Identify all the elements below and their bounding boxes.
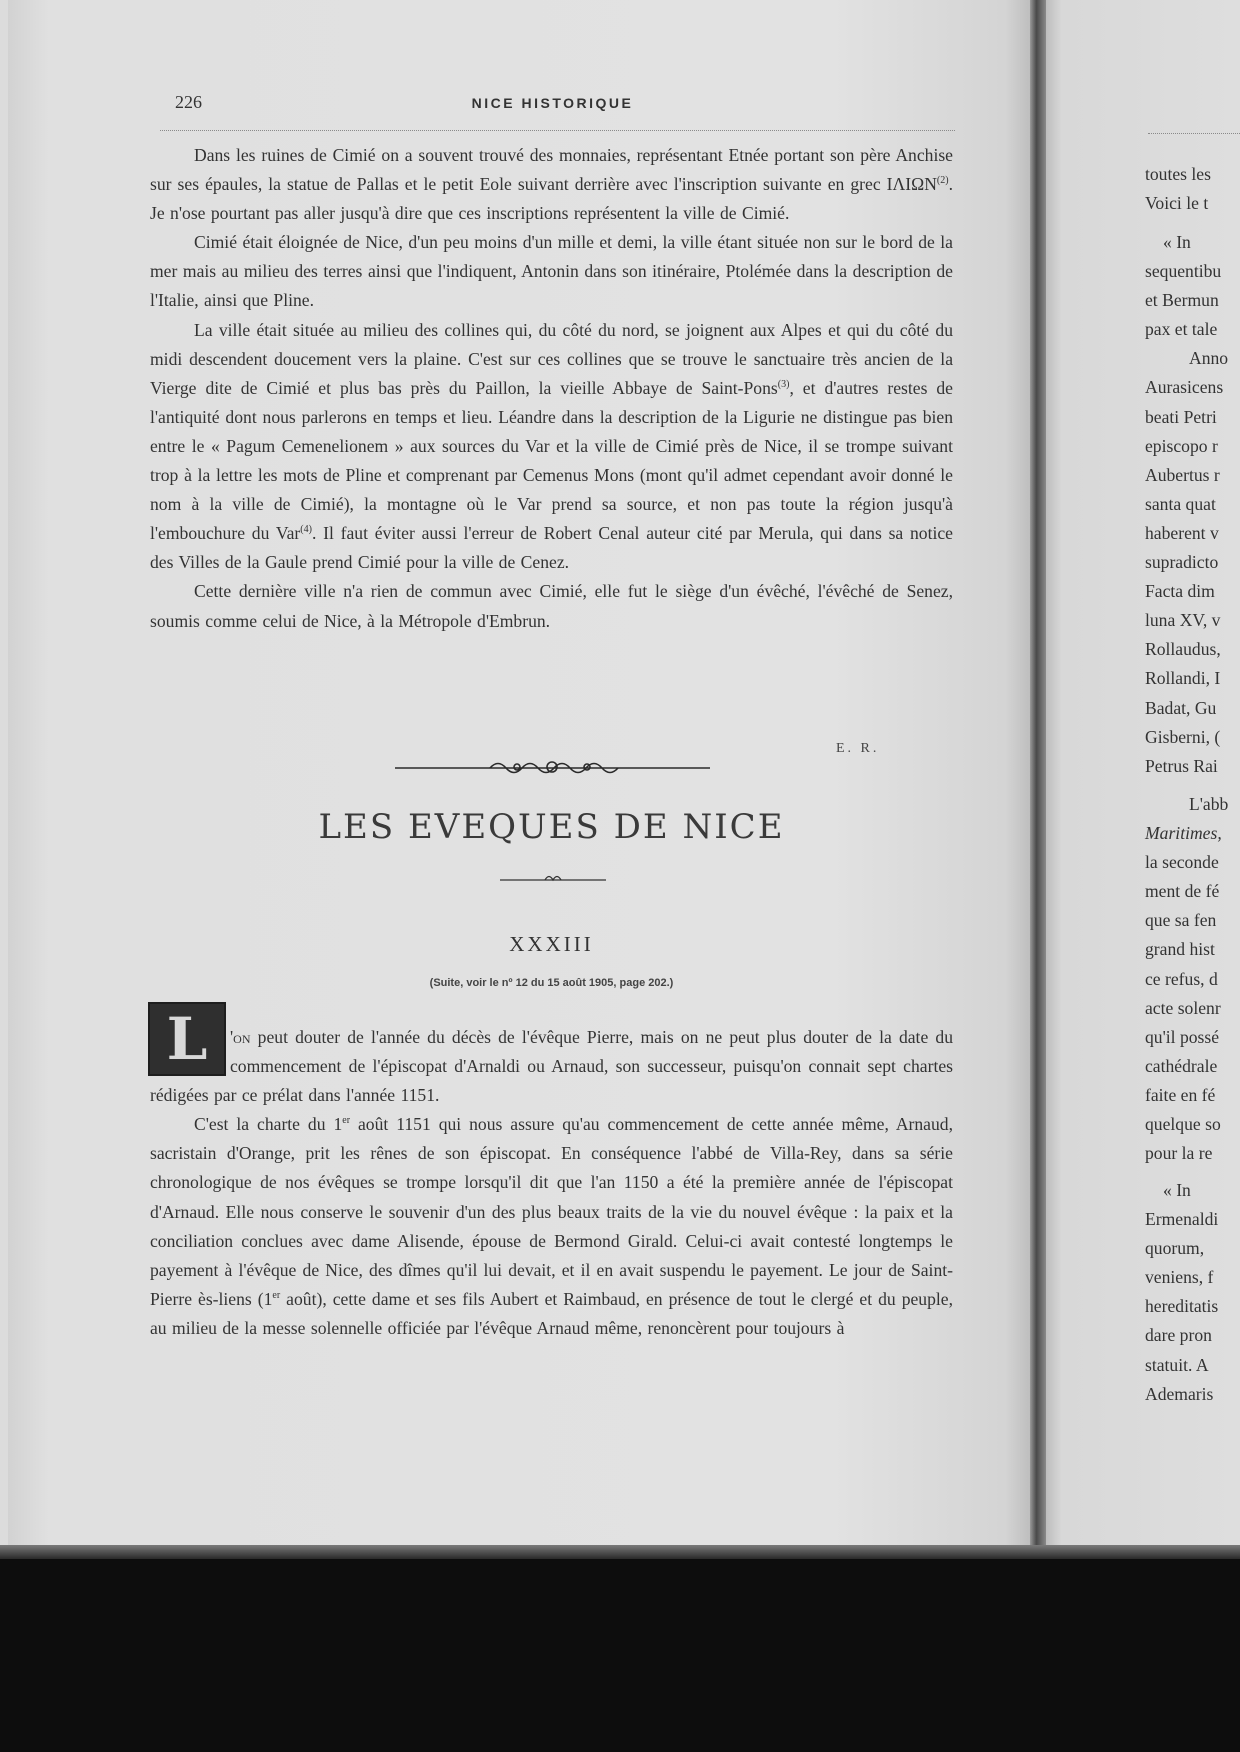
facing-page-lines-low: L'abb Maritimes, la seconde ment de fé que sa fen grand hist ce refus, d acte solenr qu'il possé cathédrale faite en fé quelque so pour la re [1145, 794, 1229, 1164]
facing-page-lines-end: « In Ermenaldi quorum, veniens, f hereditatis dare pron statuit. A Ademaris [1145, 1180, 1219, 1404]
chapter-number: XXXIII [509, 932, 594, 956]
paragraph: Dans les ruines de Cimié on a souvent trouvé des monnaies, représentant Etnée portant son père Anchise sur ses épaules, la statue de Pallas et le petit Eole suivant derrière avec l'inscription suivante en grec ΙΛΙΩΝ$^{(2)}$. Je n'ose pourtant pas aller jusqu'à dire que ces inscriptions représentent la ville de Cimié. [150, 145, 953, 224]
paragraph: 'on peut douter de l'année du décès de l'évêque Pierre, mais on ne peut plus douter de la date du commencement de l'épiscopat d'Arnaldi ou Arnaud, son successeur, puisqu'on connait sept chartes rédigées par ce prélat dans l'année 1151. [150, 1027, 953, 1106]
paragraph: La ville était située au milieu des collines qui, du côté du nord, se joignent aux Alpes et qui du côté du midi descendent doucement vers la plaine. C'est sur ces collines que se trouve le sanctuaire très ancien de la Vierge dite de Cimié et plus bas près du Paillon, la vieille Abbaye de Saint-Pons$^{(3)}$, et d'autres restes de l'antiquité dont nous parlerons en temps et lieu. Léandre dans la description de la Ligurie ne distingue pas bien entre le « Pagum Cemenelionem » aux sources du Var et la ville de Cimié près de Nice, il se trompe suivant trop à la lettre les mots de Pline et comprenant par Cemenus Mons (mont qu'il admet cependant avoir donné le nom à la ville de Cimié), la montagne où le Var prend sa source, et non pas toute la région jusqu'à l'embouchure du Var$^{(4)}$. Il faut éviter aussi l'erreur de Robert Cenal auteur cité par Merula, qui dans sa notice des Villes de la Gaule prend Cimié pour la ville de Cenez. [150, 319, 953, 573]
author-signature: E. R. [836, 741, 880, 756]
facing-page-lines-mid: « In sequentibu et Bermun pax et tale Anno Aurasicens beati Petri episcopo r Aubertus r santa quat haberent v supradicto Facta dim luna XV, v Rollaudus, Rollandi, I Badat, Gu Gisberni, ( Petrus Rai [1145, 232, 1229, 776]
page-number: 226 [175, 92, 202, 112]
drop-cap-letter: L [148, 1002, 226, 1076]
facing-page-lines-top: toutes les Voici le t [1145, 164, 1211, 214]
title-underline-ornament [500, 872, 606, 884]
article-text [150, 1023, 953, 1343]
ornament-divider [395, 755, 710, 781]
previous-article-text [150, 141, 953, 636]
journal-title: NICE HISTORIQUE [471, 95, 634, 111]
book-gutter [1030, 0, 1046, 1545]
facing-header-rule [1148, 133, 1240, 134]
article-title: LES EVEQUES DE NICE [318, 807, 785, 847]
paragraph: C'est la charte du 1er août 1151 qui nous assure qu'au commencement de cette année même, Arnaud, sacristain d'Orange, prit les rênes de son épiscopat. En conséquence l'abbé de Villa-Rey, dans sa série chronologique de nos évêques se trompe lorsqu'il dit que l'an 1150 a été la première année de l'épiscopat d'Arnaud. Elle nous conserve le souvenir d'un des plus beaux traits de la vie du nouvel évêque : la paix et la conciliation conclues avec dame Alisende, épouse de Bermond Girald. Celui-ci avait contesté longtemps le payement à l'évêque de Nice, des dîmes qu'il lui devait, et il en avait suspendu le payement. Le jour de Saint-Pierre ès-liens (1er août), cette dame et ses fils Aubert et Raimbaud, en présence de tout le clergé et du peuple, au milieu de la messe solennelle officiée par l'évêque Arnaud même, renoncèrent pour toujours à [150, 1114, 953, 1338]
paragraph: Cimié était éloignée de Nice, d'un peu moins d'un mille et demi, la ville étant située non sur le bord de la mer mais au milieu des terres ainsi que l'indiquent, Antonin dans son itinéraire, Ptolémée dans la description de l'Italie, ainsi que Pline. [150, 232, 953, 311]
paragraph: Cette dernière ville n'a rien de commun avec Cimié, elle fut le siège d'un évêché, l'évêché de Senez, soumis comme celui de Nice, à la Métropole d'Embrun. [150, 581, 953, 631]
scan-bottom-shadow [0, 1545, 1240, 1752]
continuation-note: (Suite, voir le nº 12 du 15 août 1905, page 202.) [429, 977, 674, 989]
running-head [150, 92, 955, 116]
footnote-ref: (2) [936, 175, 949, 187]
footnote-ref: (4) [300, 524, 312, 536]
footnote-ref: (3) [777, 378, 790, 390]
header-rule [160, 130, 955, 131]
